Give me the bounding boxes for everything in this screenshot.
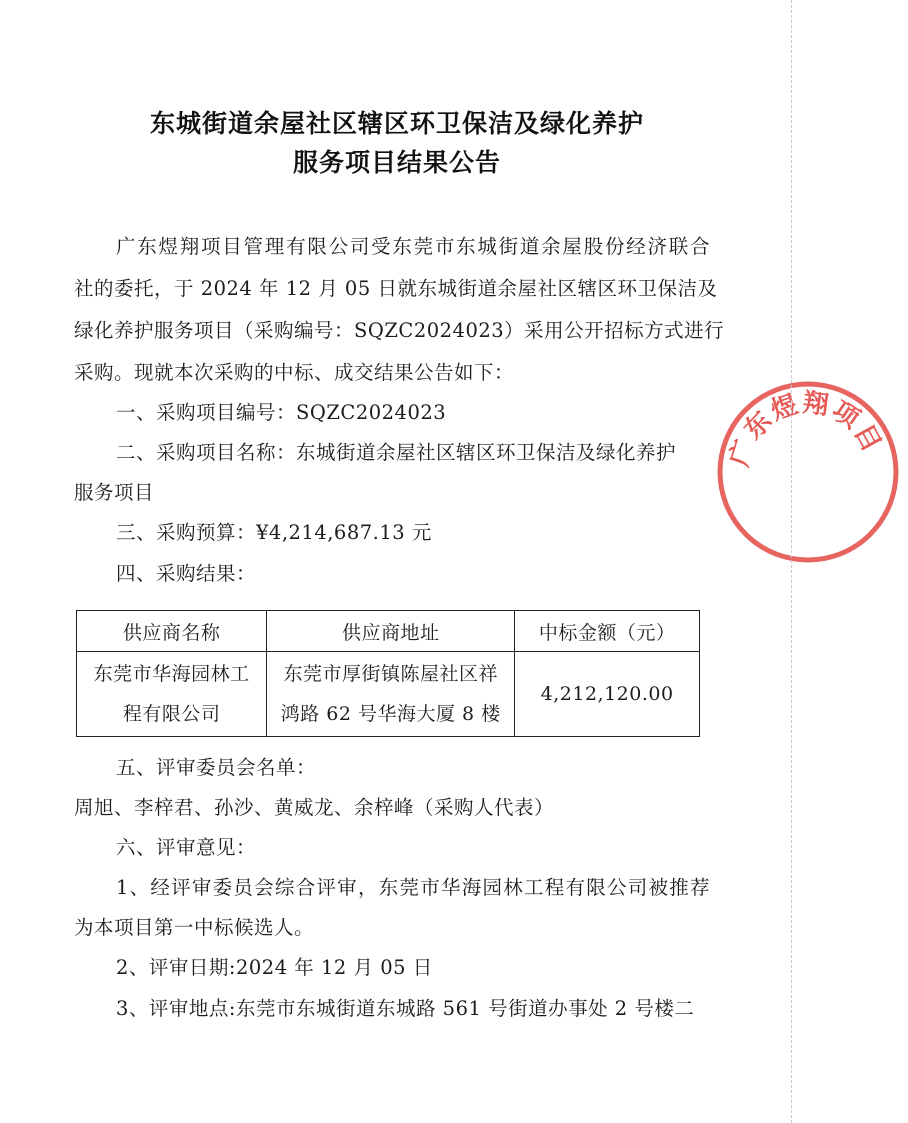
header-supplier-name: 供应商名称 — [77, 611, 267, 652]
seal-text: 广东煜翔项目 — [724, 387, 888, 470]
supplier-name-line-1: 东莞市华海园林工 — [93, 663, 250, 685]
intro-line-1: 广东煜翔项目管理有限公司受东莞市东城街道余屋股份经济联合 — [116, 235, 710, 258]
opinion-1-line-1: 1、经评审委员会综合评审，东莞市华海园林工程有限公司被推荐 — [116, 876, 710, 899]
header-award-amount: 中标金额（元） — [515, 611, 700, 652]
project-number: 一、采购项目编号：SQZC2024023 — [116, 401, 447, 424]
title-line-1: 东城街道余屋社区辖区环卫保洁及绿化养护 — [149, 109, 644, 138]
intro-line-4: 采购。现就本次采购的中标、成交结果公告如下： — [74, 361, 515, 384]
project-name-line-1: 二、采购项目名称：东城街道余屋社区辖区环卫保洁及绿化养护 — [116, 441, 677, 464]
table-row — [77, 652, 700, 737]
opinion-review-location: 3、评审地点:东莞市东城街道东城路 561 号街道办事处 2 号楼二 — [116, 997, 695, 1020]
results-heading: 四、采购结果： — [116, 562, 257, 585]
company-seal — [708, 372, 908, 572]
cell-supplier-name — [77, 652, 267, 737]
header-supplier-address: 供应商地址 — [267, 611, 515, 652]
results-table — [76, 610, 700, 737]
committee-heading: 五、评审委员会名单： — [116, 756, 317, 779]
committee-members: 周旭、李梓君、孙沙、黄威龙、余梓峰（采购人代表） — [74, 796, 555, 819]
cell-award-amount: 4,212,120.00 — [515, 652, 700, 737]
title-line-2: 服务项目结果公告 — [292, 148, 501, 177]
scan-edge-line — [790, 0, 792, 1123]
opinion-heading: 六、评审意见： — [116, 836, 257, 859]
intro-line-2: 社的委托，于 2024 年 12 月 05 日就东城街道余屋社区辖区环卫保洁及 — [74, 277, 718, 300]
cell-supplier-address — [267, 652, 515, 737]
project-name-line-2: 服务项目 — [74, 481, 155, 504]
procurement-budget: 三、采购预算：¥4,214,687.13 元 — [116, 521, 432, 544]
opinion-review-date: 2、评审日期:2024 年 12 月 05 日 — [116, 956, 433, 979]
opinion-1-line-2: 为本项目第一中标候选人。 — [74, 916, 315, 939]
supplier-address-line-2: 鸿路 62 号华海大厦 8 楼 — [280, 703, 501, 725]
supplier-name-line-2: 程有限公司 — [122, 703, 221, 725]
supplier-address-line-1: 东莞市厚街镇陈屋社区祥 — [283, 663, 498, 685]
results-table-header-row — [77, 611, 700, 652]
intro-line-3: 绿化养护服务项目（采购编号：SQZC2024023）采用公开招标方式进行 — [74, 319, 725, 342]
